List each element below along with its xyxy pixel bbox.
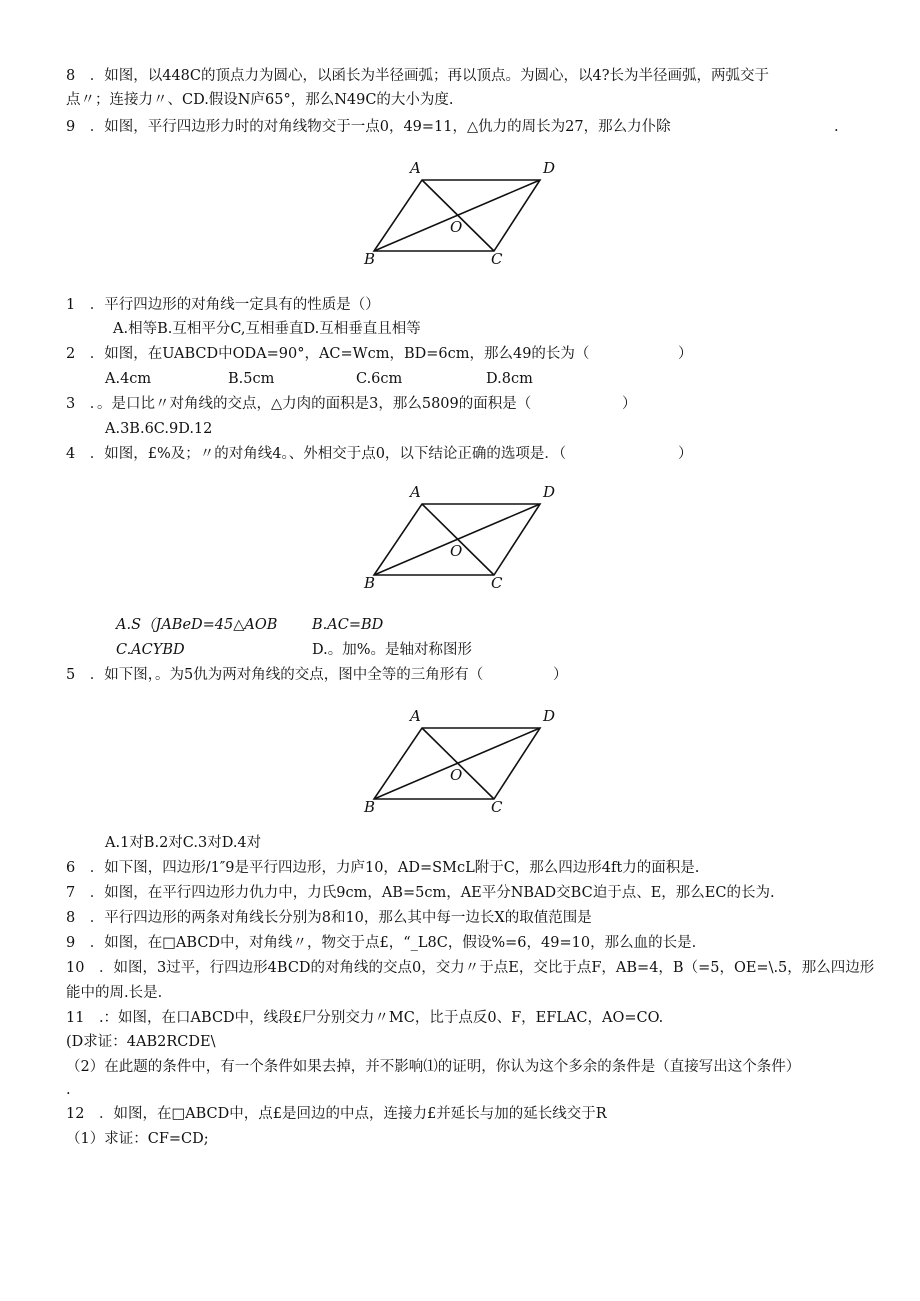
q2-option-a: A.4cm xyxy=(105,371,152,387)
q10-line2: 能中的周.长是. xyxy=(66,985,163,1001)
label-b: B xyxy=(364,798,376,816)
q2-option-d: D.8cm xyxy=(486,371,533,387)
q11-text: 11 .：如图，在口ABCD中，线段£尸分别交力〃MC，比于点反0、F，EFLAC，AO=CO. xyxy=(66,1010,664,1026)
label-c: C xyxy=(491,574,503,592)
q3-options: A.3B.6C.9D.12 xyxy=(105,421,213,437)
q2-option-c: C.6cm xyxy=(356,371,403,387)
q5-options: A.1对B.2对C.3对D.4对 xyxy=(105,835,262,851)
label-o: O xyxy=(450,766,463,784)
label-b: B xyxy=(364,574,376,592)
q5-text: 5 ．如下图，。为5仇为两对角线的交点，图中全等的三角形有（ xyxy=(66,667,484,683)
q7-text: 7 ．如图，在平行四边形力仇力中，力氏9cm，AB=5cm，AE平分NBAD交BC迫于点、E，那么EC的长为. xyxy=(66,885,775,901)
q8-text: 8 ．平行四边形的两条对角线长分别为8和10，那么其中每一边长X的取值范围是 xyxy=(66,910,592,926)
q12-text: 12 ．如图，在□ABCD中，点£是回边的中点，连接力£并延长与加的延长线交于R xyxy=(66,1106,607,1122)
label-c: C xyxy=(491,250,503,268)
q6-text: 6 ．如下图，四边形/1″9是平行四边形，力庐10，AD=SMcL附于C，那么四边形4ft力的面积是. xyxy=(66,860,700,876)
q3-text: 3 ．。是口比〃对角线的交点，△力肉的面积是3，那么5809的面积是（ xyxy=(66,396,532,412)
q9-period: . xyxy=(834,119,839,135)
label-a: A xyxy=(410,707,421,725)
q8-line2: 点〃；连接力〃、CD.假设N庐65°，那么N49C的大小为度. xyxy=(66,92,454,108)
label-d: D xyxy=(543,707,556,725)
label-d: D xyxy=(543,159,556,177)
q4-option-a: A.S（JABeD=45△AOB xyxy=(116,617,278,633)
q10-line1: 10 ．如图，3过平，行四边形4BCD的对角线的交点0，交力〃于点E，交比于点F，AB=4，B（=5，OE=\.5，那么四边形 xyxy=(66,960,875,976)
q11-period: . xyxy=(66,1082,71,1098)
q2-option-b: B.5cm xyxy=(228,371,275,387)
q1-text: 1 ．平行四边形的对角线一定具有的性质是（） xyxy=(66,297,380,313)
q4-option-d: D.。加%。是轴对称图形 xyxy=(312,642,472,658)
label-d: D xyxy=(543,483,556,501)
parallelogram-figure-1 xyxy=(360,158,560,268)
q2-text: 2 ．如图，在UABCD中ODA=90°，AC=Wcm，BD=6cm，那么49的长为（ xyxy=(66,346,590,362)
q12-part1: （1）求证：CF=CD; xyxy=(66,1131,209,1147)
q4-option-c: C.ACYBD xyxy=(116,642,185,658)
q9-text: 9 ．如图，平行四边形力时的对角线物交于一点0，49=11，△仇力的周长为27，那么力仆除 xyxy=(66,119,671,135)
q9-text-2: 9 ．如图，在□ABCD中，对角线〃，物交于点£，“_L8C，假设%=6，49=10，那么血的长是. xyxy=(66,935,697,951)
q1-options: A.相等B.互相平分C,互相垂直D.互相垂直且相等 xyxy=(113,321,421,337)
parallelogram-figure-3 xyxy=(360,706,560,816)
q11-part2: （2）在此题的条件中，有一个条件如果去掉，并不影响⑴的证明，你认为这个多余的条件是（直接写出这个条件） xyxy=(66,1059,801,1075)
label-o: O xyxy=(450,218,463,236)
q11-part1: (D求证：4AB2RCDE\ xyxy=(66,1034,216,1050)
q2-paren: ） xyxy=(678,346,693,362)
q4-option-b: B.AC=BD xyxy=(312,617,384,633)
label-a: A xyxy=(410,483,421,501)
q3-paren: ） xyxy=(622,396,637,412)
q4-paren: ） xyxy=(678,446,693,462)
label-b: B xyxy=(364,250,376,268)
label-a: A xyxy=(410,159,421,177)
label-o: O xyxy=(450,542,463,560)
q8-line1: 8 ．如图，以448C的顶点力为圆心，以函长为半径画弧；再以顶点。为圆心，以4?长为半径画弧，两弧交于 xyxy=(66,68,769,84)
parallelogram-figure-2 xyxy=(360,482,560,592)
q5-paren: ） xyxy=(553,667,568,683)
label-c: C xyxy=(491,798,503,816)
q4-text: 4 ．如图，£%及；〃的对角线4。、外相交于点0，以下结论正确的选项是．（ xyxy=(66,446,567,462)
